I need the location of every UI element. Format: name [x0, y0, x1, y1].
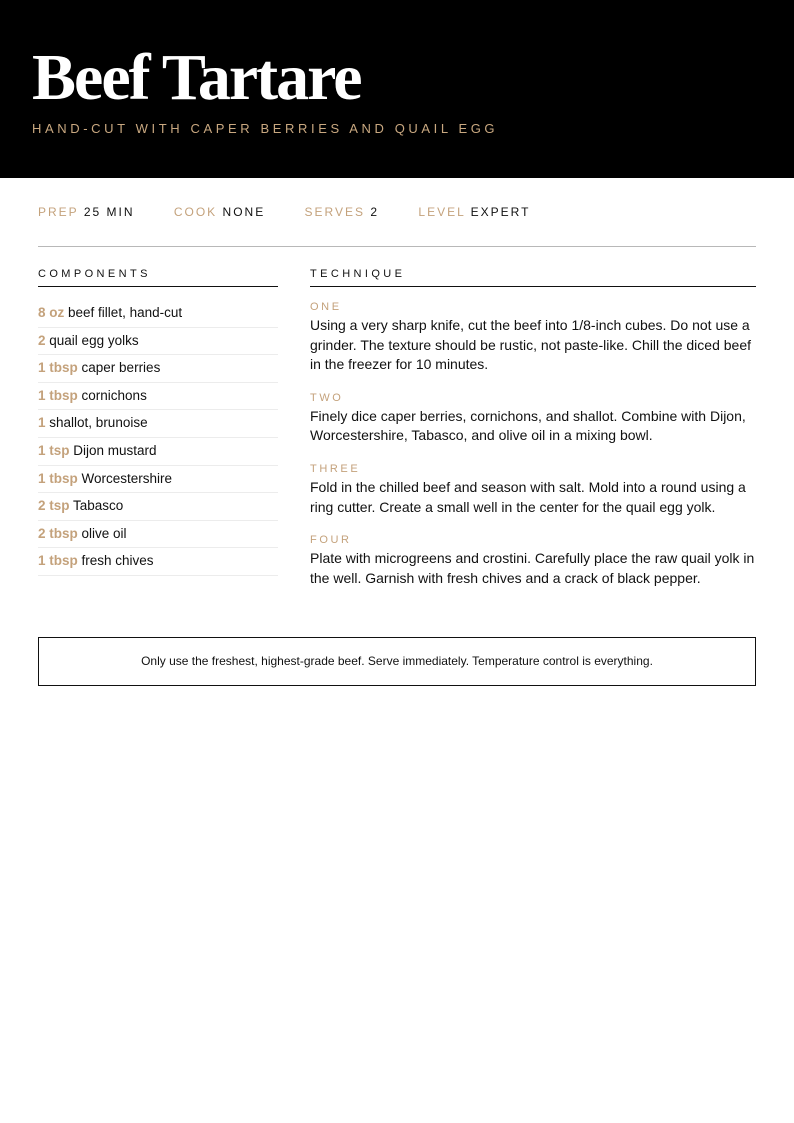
- ingredient-qty: 1 tbsp: [38, 387, 78, 403]
- recipe-subtitle: HAND-CUT WITH CAPER BERRIES AND QUAIL EGG: [32, 121, 499, 136]
- step-label: THREE: [310, 462, 361, 475]
- meta-cook: [174, 204, 265, 220]
- step-text: Using a very sharp knife, cut the beef into 1/8-inch cubes. Do not use a grinder. The texture should be rustic, not paste-like. Chill the diced beef in the freezer for 10 minutes.: [310, 317, 751, 373]
- ingredient-item: [38, 328, 278, 356]
- meta-level-value: EXPERT: [470, 205, 531, 219]
- ingredient-item: [38, 466, 278, 494]
- ingredient-qty: 1: [38, 415, 46, 431]
- ingredient-qty: 1 tbsp: [38, 553, 78, 569]
- step-two: [310, 392, 756, 446]
- ingredient-item: [38, 521, 278, 549]
- ingredient-name: Dijon mustard: [73, 442, 157, 458]
- meta-serves: [305, 204, 380, 220]
- ingredient-name: Worcestershire: [81, 470, 173, 486]
- ingredient-qty: 1 tbsp: [38, 360, 78, 376]
- meta-serves-value: 2: [370, 205, 380, 219]
- meta-prep: [38, 204, 135, 220]
- meta-level: [418, 204, 530, 220]
- step-text: Plate with microgreens and crostini. Carefully place the raw quail yolk in the well. Garnish with fresh chives and a crack of black pepper.: [310, 550, 755, 586]
- step-label: TWO: [310, 391, 344, 404]
- ingredient-item: [38, 438, 278, 466]
- technique-steps: [310, 301, 756, 605]
- ingredient-list: [38, 300, 278, 576]
- ingredient-name: Tabasco: [73, 498, 124, 514]
- meta-level-key: LEVEL: [418, 205, 466, 219]
- ingredient-qty: 2: [38, 332, 46, 348]
- meta-prep-key: PREP: [38, 205, 79, 219]
- ingredient-qty: 1 tsp: [38, 442, 70, 458]
- section-divider: [38, 246, 756, 247]
- technique-heading: TECHNIQUE: [310, 268, 756, 287]
- ingredient-qty: 2 tsp: [38, 498, 70, 514]
- ingredient-item: [38, 355, 278, 383]
- ingredient-name: cornichons: [81, 387, 147, 403]
- ingredient-item: [38, 548, 278, 576]
- ingredient-item: [38, 300, 278, 328]
- recipe-header: [0, 0, 794, 178]
- ingredient-name: beef fillet, hand-cut: [68, 305, 183, 320]
- ingredient-item: [38, 410, 278, 438]
- ingredient-item: [38, 383, 278, 411]
- meta-prep-value: 25 MIN: [83, 205, 135, 219]
- components-heading: COMPONENTS: [38, 268, 278, 287]
- ingredient-item: [38, 493, 278, 521]
- recipe-title: Beef Tartare: [32, 41, 361, 114]
- ingredient-qty: 2 tbsp: [38, 525, 78, 541]
- chef-note: Only use the freshest, highest-grade beef. Serve immediately. Temperature control is everything.: [38, 637, 756, 686]
- ingredient-qty: 8 oz: [38, 305, 65, 320]
- step-label: FOUR: [310, 534, 352, 547]
- ingredient-name: shallot, brunoise: [49, 415, 148, 431]
- meta-cook-value: NONE: [222, 205, 266, 219]
- ingredient-name: olive oil: [81, 525, 127, 541]
- meta-cook-key: COOK: [173, 205, 218, 219]
- step-one: [310, 301, 756, 375]
- meta-serves-key: SERVES: [304, 205, 366, 219]
- step-three: [310, 463, 756, 517]
- ingredient-name: quail egg yolks: [49, 332, 139, 348]
- ingredient-qty: 1 tbsp: [38, 470, 78, 486]
- step-label: ONE: [310, 301, 342, 313]
- ingredient-name: caper berries: [81, 360, 161, 376]
- ingredient-name: fresh chives: [81, 553, 154, 569]
- recipe-meta: [38, 204, 564, 220]
- step-text: Finely dice caper berries, cornichons, and shallot. Combine with Dijon, Worcestershire, Tabasco, and olive oil in a mixing bowl.: [310, 407, 746, 444]
- step-text: Fold in the chilled beef and season with salt. Mold into a round using a ring cutter. Create a small well in the center for the quail egg yolk.: [310, 478, 746, 515]
- step-four: [310, 534, 756, 588]
